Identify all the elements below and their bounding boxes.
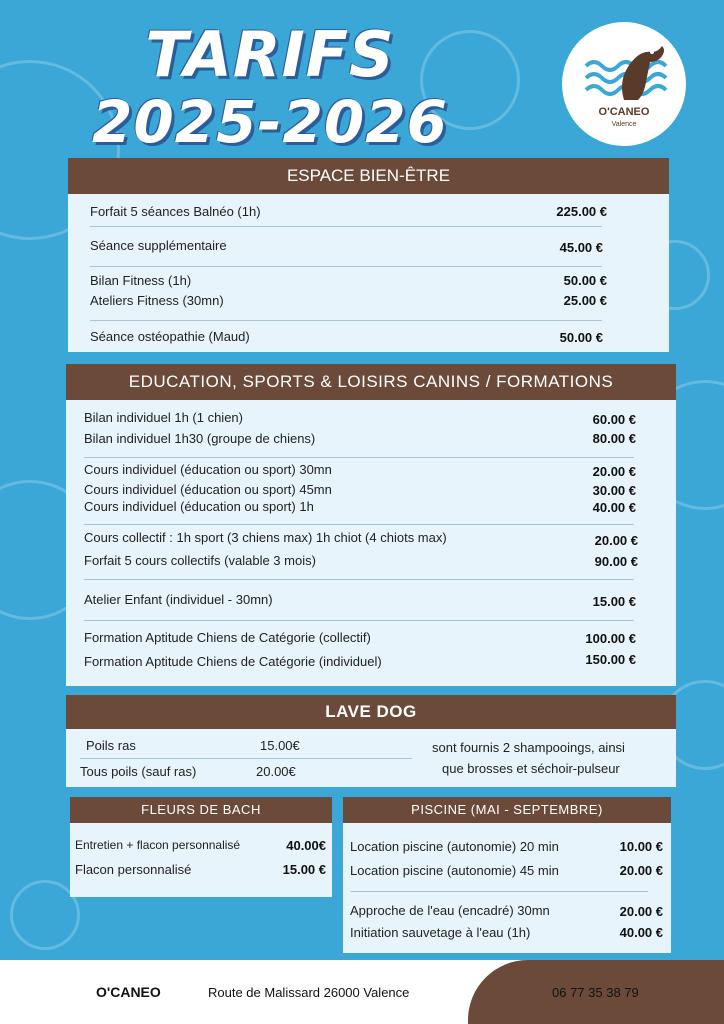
price-value: 15.00 € — [282, 862, 326, 877]
price-label: Bilan Fitness (1h) — [90, 273, 192, 288]
price-value: 90.00 € — [594, 554, 638, 569]
price-value: 100.00 € — [585, 631, 636, 646]
price-label: Ateliers Fitness (30mn) — [90, 293, 224, 308]
education-header: EDUCATION, SPORTS & LOISIRS CANINS / FORMATIONS — [66, 364, 676, 400]
separator — [350, 891, 648, 892]
footer-phone[interactable]: 06 77 35 38 79 — [552, 985, 639, 1000]
lave-dog-panel — [66, 695, 676, 787]
price-value: 15.00€ — [260, 738, 300, 753]
price-label: Cours individuel (éducation ou sport) 30mn — [84, 462, 332, 477]
price-label: Location piscine (autonomie) 20 min — [350, 839, 559, 854]
price-label: Poils ras — [86, 738, 136, 753]
separator — [80, 758, 412, 759]
footer — [0, 960, 724, 1024]
price-label: Approche de l'eau (encadré) 30mn — [350, 903, 550, 918]
separator — [84, 579, 634, 580]
logo-name: O'CANEO — [598, 106, 650, 118]
price-label: Bilan individuel 1h (1 chien) — [84, 410, 243, 425]
education-panel — [66, 364, 676, 686]
price-value: 40.00 € — [592, 500, 636, 515]
separator — [84, 620, 634, 621]
price-label: Bilan individuel 1h30 (groupe de chiens) — [84, 431, 316, 446]
price-value: 50.00 € — [559, 330, 603, 345]
price-value: 40.00€ — [286, 838, 326, 853]
footer-address: Route de Malissard 26000 Valence — [208, 985, 410, 1000]
bach-header: FLEURS DE BACH — [70, 797, 332, 823]
price-value: 15.00 € — [592, 594, 636, 609]
separator — [90, 266, 602, 267]
price-label: Formation Aptitude Chiens de Catégorie (collectif) — [84, 630, 371, 645]
footer-brand: O'CANEO — [96, 984, 161, 1000]
price-value: 20.00 € — [592, 464, 636, 479]
price-label: Séance supplémentaire — [90, 238, 227, 253]
price-label: Cours collectif : 1h sport (3 chiens max) 1h chiot (4 chiots max) — [84, 530, 447, 545]
lave-dog-note-line1: sont fournis 2 shampooings, ainsi — [432, 740, 625, 755]
price-value: 30.00 € — [592, 483, 636, 498]
price-value: 40.00 € — [619, 925, 663, 940]
separator — [84, 524, 634, 525]
bien-etre-header: ESPACE BIEN-ÊTRE — [68, 158, 669, 194]
price-value: 25.00 € — [563, 293, 607, 308]
price-value: 20.00 € — [619, 863, 663, 878]
lave-dog-note-line2: que brosses et séchoir-pulseur — [442, 761, 620, 776]
piscine-header: PISCINE (MAI - SEPTEMBRE) — [343, 797, 671, 823]
price-label: Cours individuel (éducation ou sport) 1h — [84, 499, 314, 514]
price-value: 20.00 € — [619, 904, 663, 919]
price-value: 10.00 € — [619, 839, 663, 854]
separator — [84, 457, 634, 458]
price-value: 80.00 € — [592, 431, 636, 446]
price-label: Séance ostéopathie (Maud) — [90, 329, 250, 344]
price-value: 45.00 € — [559, 240, 603, 255]
price-label: Tous poils (sauf ras) — [80, 764, 197, 779]
page-title-line2: 2025-2026 — [92, 88, 448, 156]
separator — [90, 226, 602, 227]
price-value: 60.00 € — [592, 412, 636, 427]
price-label: Flacon personnalisé — [75, 862, 192, 877]
price-value: 50.00 € — [563, 273, 607, 288]
price-value: 225.00 € — [556, 204, 607, 219]
lave-dog-header: LAVE DOG — [66, 695, 676, 729]
ocaneo-logo — [562, 22, 686, 146]
price-label: Initiation sauvetage à l'eau (1h) — [350, 925, 531, 940]
logo-subtitle: Valence — [611, 121, 637, 128]
price-label: Forfait 5 séances Balnéo (1h) — [90, 204, 261, 219]
price-label: Atelier Enfant (individuel - 30mn) — [84, 592, 273, 607]
price-value: 150.00 € — [585, 652, 636, 667]
price-label: Location piscine (autonomie) 45 min — [350, 863, 559, 878]
separator — [90, 320, 602, 321]
price-label: Cours individuel (éducation ou sport) 45mn — [84, 482, 332, 497]
bach-panel — [70, 797, 332, 897]
bien-etre-panel — [68, 158, 669, 352]
page-title-line1: TARIFS — [145, 18, 395, 91]
price-label: Forfait 5 cours collectifs (valable 3 mois) — [84, 553, 316, 568]
price-value: 20.00€ — [256, 764, 296, 779]
price-value: 20.00 € — [594, 533, 638, 548]
price-label: Formation Aptitude Chiens de Catégorie (individuel) — [84, 654, 382, 669]
price-label: Entretien + flacon personnalisé — [75, 838, 241, 852]
piscine-panel — [343, 797, 671, 953]
